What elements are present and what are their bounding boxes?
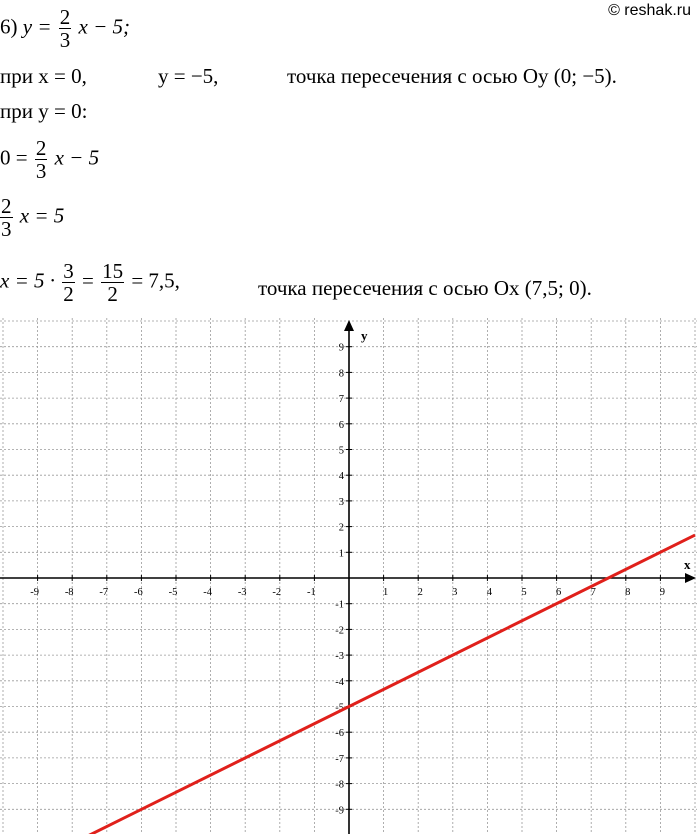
tick-labels xyxy=(30,343,665,817)
y-tick-label: -1 xyxy=(335,599,344,611)
x-axis-arrow xyxy=(685,573,696,583)
y-tick-label: -8 xyxy=(335,779,344,791)
y-tick-label: 5 xyxy=(338,445,344,457)
simplified-equation-line xyxy=(0,195,64,240)
zero-equation-lhs: 0 = xyxy=(0,145,28,170)
y-tick-label: -9 xyxy=(335,805,344,817)
x-tick-label: 2 xyxy=(417,587,423,598)
y-axis-arrow xyxy=(344,320,354,331)
x-zero-condition: при x = 0, xyxy=(0,64,87,88)
equation-lhs: y = xyxy=(22,14,52,39)
y-tick-label: 9 xyxy=(338,342,344,354)
x-tick-label: -1 xyxy=(307,587,316,598)
x-tick-label: -9 xyxy=(30,587,39,598)
y-tick-label: -7 xyxy=(335,753,344,765)
problem-label: 6) xyxy=(0,14,18,39)
x-tick-label: -8 xyxy=(64,587,74,598)
oy-intersection-note: точка пересечения с осью Oy (0; −5). xyxy=(287,64,617,88)
fraction-denominator: 3 xyxy=(35,159,47,184)
x-tick-label: 1 xyxy=(382,587,389,598)
fraction-numerator: 3 xyxy=(63,259,74,283)
x-tick-label: -4 xyxy=(203,587,212,598)
zero-equation-fraction xyxy=(35,137,48,182)
x-solution-eq: = xyxy=(82,268,94,293)
fraction-denominator: 2 xyxy=(63,282,74,307)
x-tick-label: -6 xyxy=(134,587,143,598)
y-tick-label: 7 xyxy=(338,394,344,406)
x-tick-label: 9 xyxy=(659,587,666,598)
simplified-fraction xyxy=(0,195,13,240)
x-solution-fraction-1 xyxy=(62,260,75,305)
function-line xyxy=(86,535,695,834)
x-tick-label: 4 xyxy=(486,587,493,598)
y-tick-label: 3 xyxy=(338,496,344,508)
y-tick-label: -2 xyxy=(335,625,344,637)
y-tick-label: 6 xyxy=(338,419,344,431)
x-tick-label: -5 xyxy=(168,587,178,598)
function-graph xyxy=(0,318,697,834)
x-solution-lhs: x = 5 · xyxy=(0,268,55,293)
x-tick-label: -7 xyxy=(99,587,109,598)
x-solution-line xyxy=(0,260,180,305)
y-axis-label: y xyxy=(361,328,368,343)
fraction-numerator: 2 xyxy=(1,194,12,218)
y-tick-label: 2 xyxy=(338,522,344,534)
x-solution-rhs: = 7,5, xyxy=(131,268,180,293)
y-tick-label: 4 xyxy=(338,471,344,483)
x-tick-label: 8 xyxy=(625,587,631,598)
y-tick-label: -5 xyxy=(335,702,344,714)
y-tick-label: -4 xyxy=(335,676,344,688)
y-tick-label: -6 xyxy=(335,728,344,740)
y-tick-label: 8 xyxy=(338,368,344,380)
x-tick-label: 5 xyxy=(521,587,527,598)
zero-equation-rhs: x − 5 xyxy=(54,145,100,170)
equation-fraction xyxy=(59,6,72,51)
x-tick-label: 3 xyxy=(452,587,458,598)
equation-line xyxy=(0,6,130,51)
fraction-denominator: 3 xyxy=(59,28,71,53)
x-axis-label: x xyxy=(684,557,691,572)
simplified-equation-rhs: x = 5 xyxy=(19,203,65,228)
ox-intersection-note: точка пересечения с осью Ox (7,5; 0). xyxy=(258,276,592,300)
fraction-numerator: 2 xyxy=(35,136,47,160)
x-zero-result: y = −5, xyxy=(158,64,219,88)
x-tick-label: -2 xyxy=(272,587,282,598)
x-tick-label: 7 xyxy=(590,587,596,598)
x-tick-label: -3 xyxy=(237,587,247,598)
series xyxy=(86,535,695,834)
watermark: © reshak.ru xyxy=(608,2,691,19)
y-tick-label: -3 xyxy=(335,651,344,663)
x-tick-label: 6 xyxy=(555,587,562,598)
fraction-denominator: 2 xyxy=(107,282,118,307)
fraction-denominator: 3 xyxy=(1,217,12,242)
zero-equation-line xyxy=(0,137,99,182)
x-zero-line xyxy=(0,66,87,87)
y-tick-label: 1 xyxy=(338,548,344,560)
fraction-numerator: 15 xyxy=(102,259,124,283)
y-zero-condition: при y = 0: xyxy=(0,99,88,123)
axes xyxy=(0,320,696,834)
x-solution-fraction-2 xyxy=(101,260,124,305)
fraction-numerator: 2 xyxy=(59,5,71,29)
equation-rhs: x − 5; xyxy=(78,14,130,39)
